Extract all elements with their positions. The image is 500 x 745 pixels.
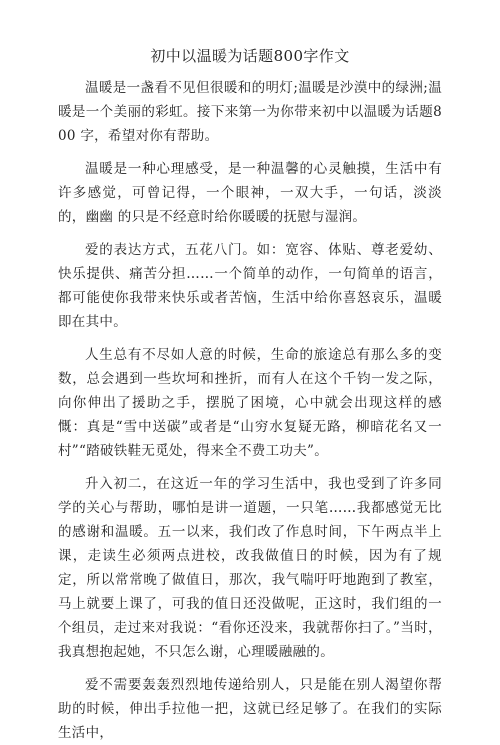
paragraph-6: 爱不需要轰轰烈烈地传递给别人，只是能在别人渴望你帮助的时候，伸出手拉他一把，这就已经足够了。在我们的实际生活中，: [58, 677, 442, 741]
paragraph-5: 升入初二，在这近一年的学习生活中，我也受到了许多同学的关心与帮助，哪怕是讲一道题，一只笔……我都感觉无比的感谢和温暖。五一以来，我们改了作息时间，下午两点半上课，走读生必须两点进校，改我做值日的时候，因为有了规定，所以常常晚了做值日，那次，我气喘吁吁地跑到了教室，马上就要上课了，可我的值日还没做呢，正这时，我们组的一个组员，走过来对我说：“看你还没来，我就帮你扫了。”当时，我真想抱起她，不只怎么谢，心理暖融融的。: [58, 476, 442, 660]
document-title: 初中以温暖为话题800字作文: [150, 47, 350, 65]
paragraph-4: 人生总有不尽如人意的时候，生命的旅途总有那么多的变数，总会遇到一些坎坷和挫折，而有人在这个千钧一发之际，向你伸出了援助之手，摆脱了困境，心中就会出现这样的感慨：真是“雪中送碳”或者是“山穷水复疑无路，柳暗花名又一村”“踏破铁鞋无觅处，得来全不费工功夫”。: [58, 347, 442, 459]
paragraph-2: 温暖是一种心理感受，是一种温馨的心灵触摸，生活中有许多感觉，可曾记得，一个眼神，一双大手，一句话，淡淡的，幽幽 的只是不经意时给你暖暖的抚慰与湿润。: [58, 161, 442, 225]
paragraph-3: 爱的表达方式，五花八门。如：宽容、体贴、尊老爱幼、快乐提供、痛苦分担……一个简单的动作，一句简单的语言，都可能使你我带来快乐或者苦恼，生活中给你喜怒哀乐，温暖即在其中。: [58, 242, 442, 330]
paragraph-1: 温暖是一盏看不见但很暖和的明灯;温暖是沙漠中的绿洲;温暖是一个美丽的彩虹。接下来第一为你带来初中以温暖为话题800 字，希望对你有帮助。: [58, 80, 442, 144]
